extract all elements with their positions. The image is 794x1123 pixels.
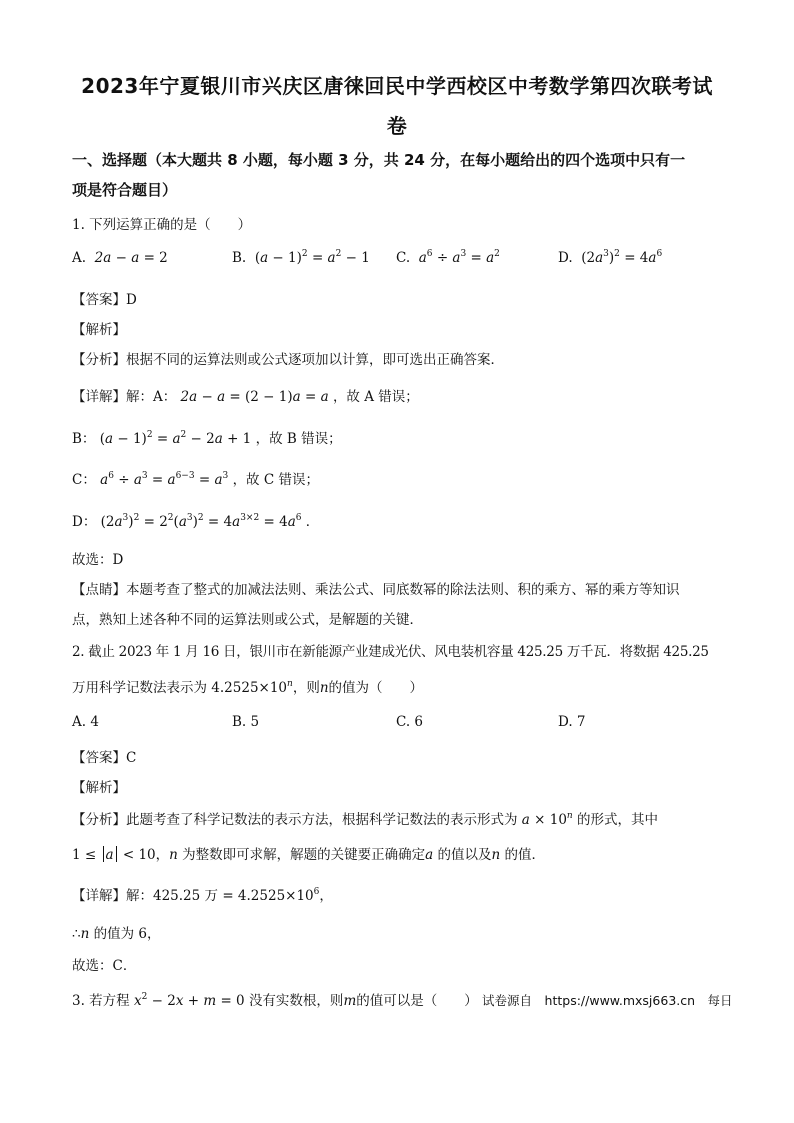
q1-fenxi: 【分析】根据不同的运算法则或公式逐项加以计算，即可选出正确答案． bbox=[72, 352, 504, 368]
q1-analysis-label: 【解析】 bbox=[72, 322, 126, 338]
q1-option-d-formula: $(2a^3)^2 = 4a^6$ bbox=[581, 249, 663, 266]
q2-choose: 故选：C． bbox=[72, 958, 137, 974]
q2-option-b: B. 5 bbox=[232, 714, 260, 730]
q1-stem: 1. 下列运算正确的是（ ） bbox=[72, 217, 252, 233]
page-title-line2: 卷 bbox=[386, 114, 408, 138]
q2-stem-line2: 万用科学记数法表示为 $4.2525\times 10^n$，则n的值为（ ） bbox=[72, 679, 424, 696]
q1-dianjing-line2: 点，熟知上述各种不同的运算法则或公式，是解题的关键． bbox=[72, 612, 423, 628]
q2-so: ∴n 的值为 6， bbox=[72, 926, 161, 942]
q2-fenxi-line2: 1 ≤ a < 10，n 为整数即可求解，解题的关键要正确确定a 的值以及n 的值． bbox=[72, 847, 545, 863]
q2-analysis-label: 【解析】 bbox=[72, 780, 126, 796]
q2-detail: 【详解】解：425.25 万 = $4.2525\times 10^6$， bbox=[72, 887, 333, 904]
q1-answer: 【答案】D bbox=[72, 292, 137, 308]
q1-option-c: C. $a^6 \div a^3 = a^2$ bbox=[396, 249, 500, 266]
q1-choose: 故选：D bbox=[72, 552, 124, 568]
q1-option-b: B. $(a - 1)^2 = a^2 - 1$ bbox=[232, 249, 370, 266]
section-header-line1: 一、选择题（本大题共 8 小题，每小题 3 分，共 24 分，在每小题给出的四个选项中只有一 bbox=[72, 151, 686, 169]
q2-fenxi: 【分析】此题考查了科学记数法的表示方法，根据科学记数法的表示形式为 $a \times 10^n$ 的形式，其中 bbox=[72, 811, 659, 828]
page-title-line1: 2023年宁夏银川市兴庆区唐徕回民中学西校区中考数学第四次联考试 bbox=[81, 74, 713, 98]
q2-option-a: A. 4 bbox=[72, 714, 99, 730]
q2-option-c: C. 6 bbox=[396, 714, 424, 730]
q2-stem-line1: 2. 截止 2023 年 1 月 16 日，银川市在新能源产业建成光伏、风电装机容量 425.25 万千瓦．将数据 425.25 bbox=[72, 644, 709, 660]
q1-detail-a: 【详解】解：A： 2a − a = (2 − 1)a = a ，故 A 错误； bbox=[72, 389, 419, 405]
q1-dianjing-line1: 【点睛】本题考查了整式的加减法法则、乘法公式、同底数幂的除法法则、积的乘方、幂的乘方等知识 bbox=[72, 582, 680, 598]
q1-detail-d: D： $(2a^3)^2 = 2^2(a^3)^2 = 4a^{3\times 2} = 4a^6$ ． bbox=[72, 513, 320, 530]
watermark-text: 试卷源自 https://www.mxsj663.cn 每日 bbox=[482, 993, 733, 1008]
q1-detail-b: B： $(a - 1)^2 = a^2 - 2a + 1$ ，故 B 错误； bbox=[72, 430, 342, 447]
q1-option-c-formula: $a^6 \div a^3 = a^2$ bbox=[418, 249, 500, 266]
q1-option-a: A. 2a − a = 2 bbox=[72, 250, 168, 266]
q1-detail-c: C： $a^6 \div a^3 = a^{6-3} = a^3$ ，故 C 错误； bbox=[72, 471, 319, 488]
q1-option-a-formula: 2a − a = 2 bbox=[94, 250, 168, 266]
q2-answer: 【答案】C bbox=[72, 750, 137, 766]
q2-option-d: D. 7 bbox=[558, 714, 586, 730]
q3-stem: 3. 若方程 $x^2 - 2x + m = 0$ 没有实数根，则m的值可以是（ ） 试卷源自 https://www.mxsj663.cn 每日 bbox=[72, 992, 733, 1009]
q1-option-b-formula: $(a - 1)^2 = a^2 - 1$ bbox=[254, 249, 370, 266]
section-header-line2: 项是符合题目） bbox=[72, 181, 178, 199]
q1-option-d: D. $(2a^3)^2 = 4a^6$ bbox=[558, 249, 663, 266]
